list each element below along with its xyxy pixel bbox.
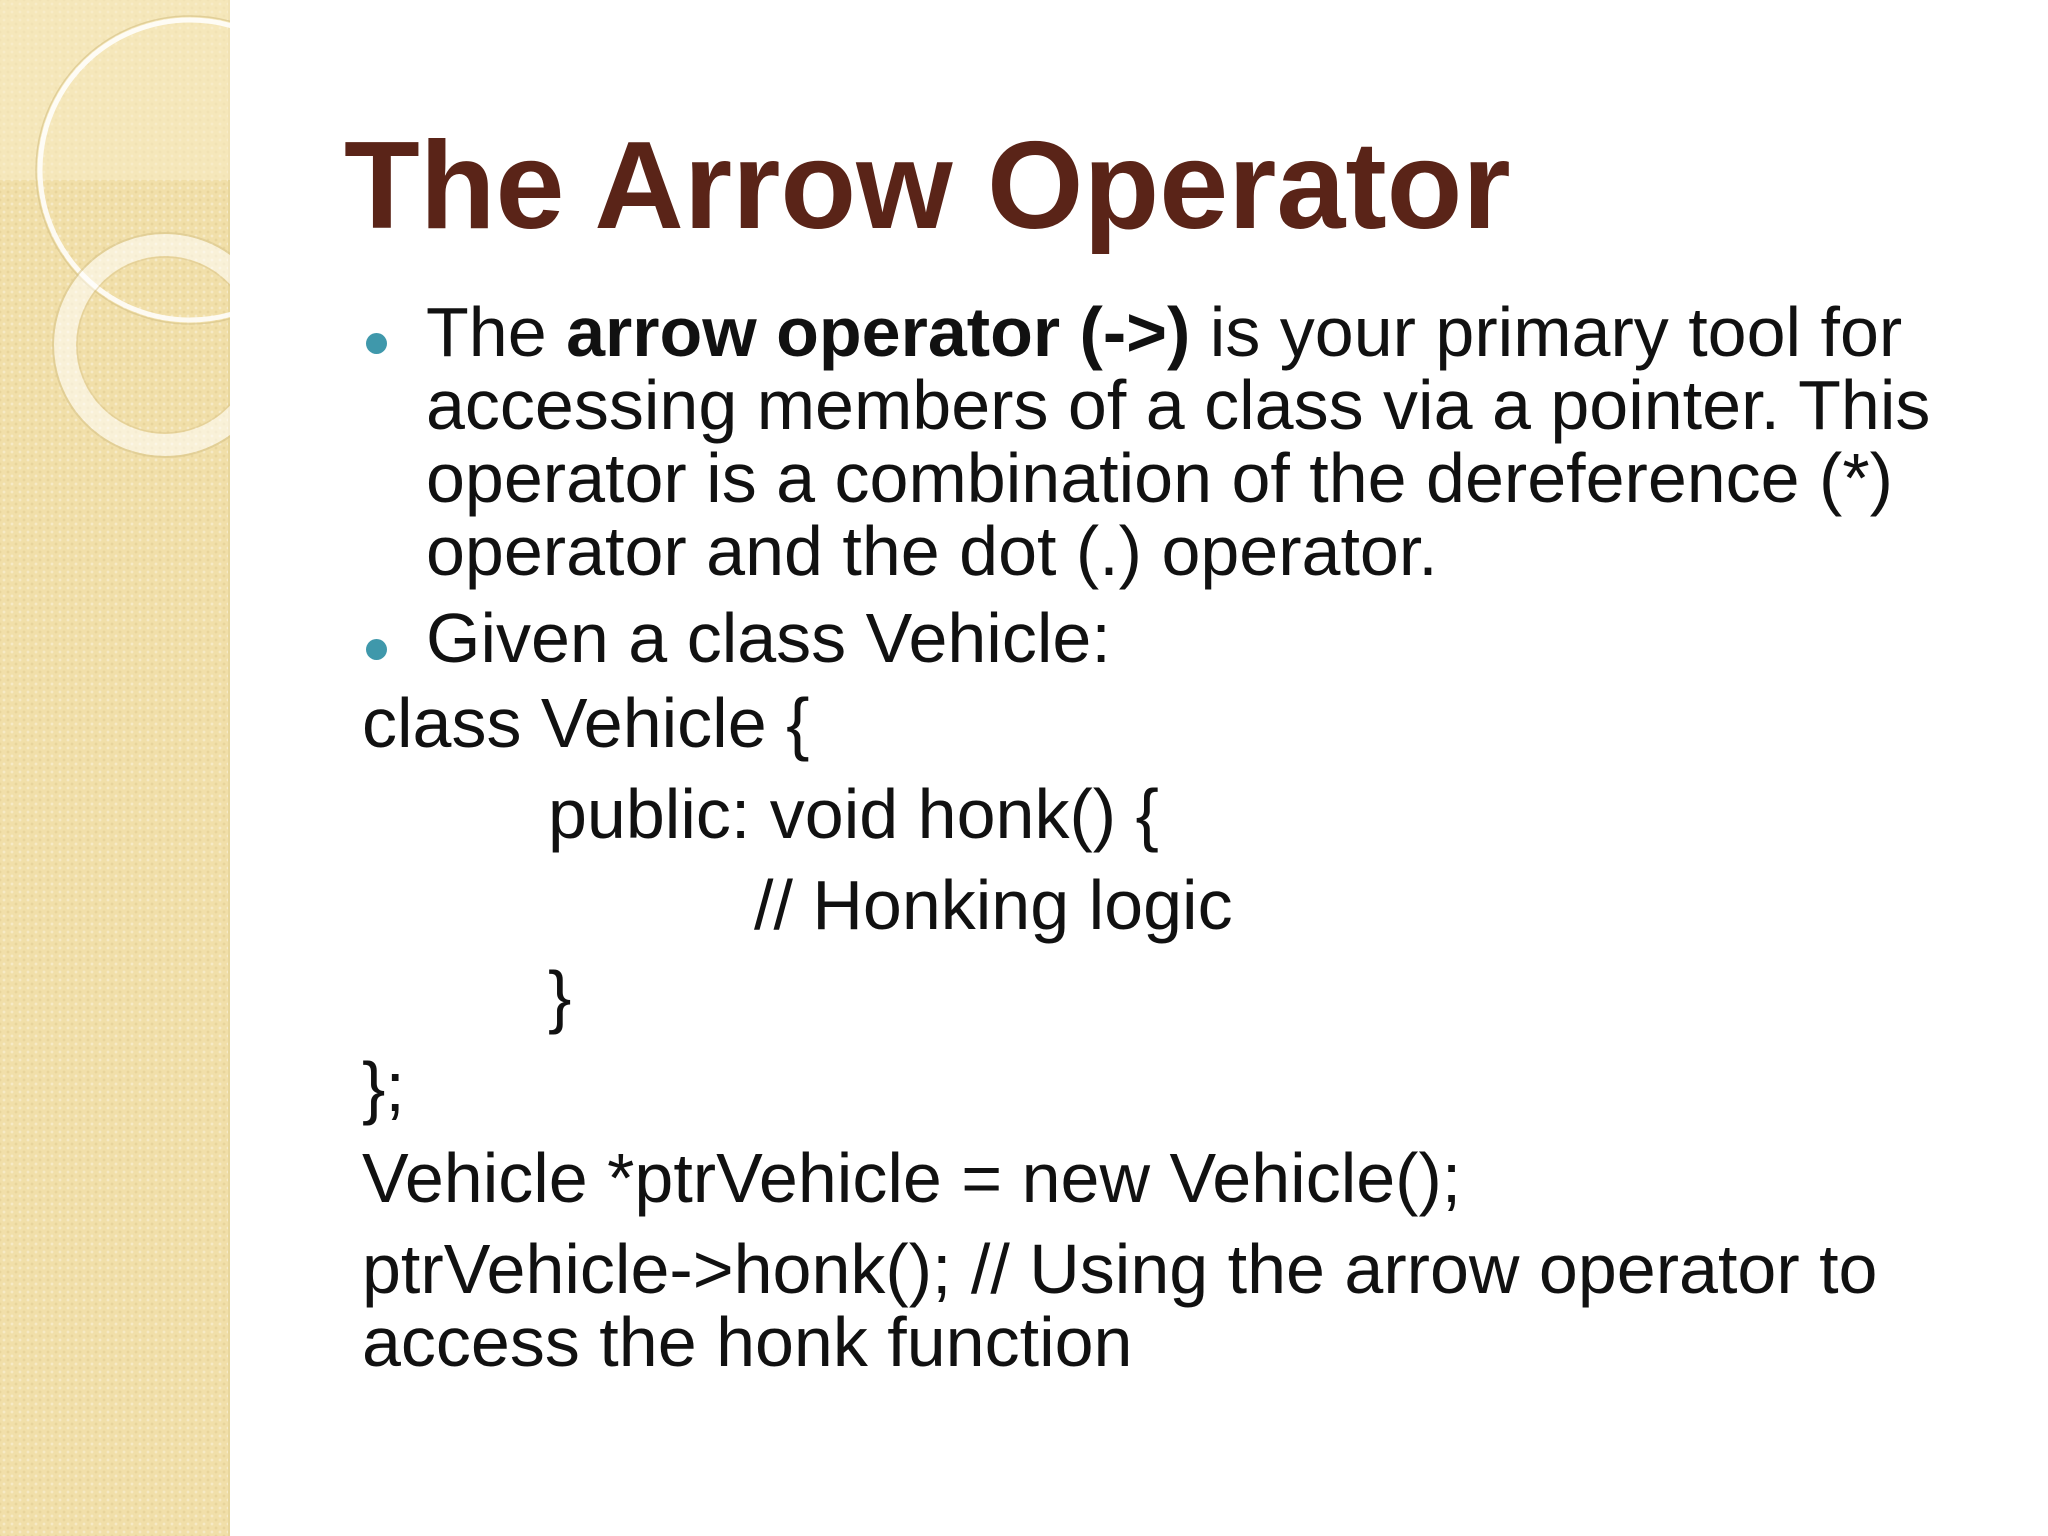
code-line: class Vehicle { <box>362 684 810 762</box>
code-line: Vehicle *ptrVehicle = new Vehicle(); <box>362 1139 1462 1217</box>
bullet-text-post: is your primary tool for accessing members of a class via a pointer. This operator is a combination of the dereference (*) operator and the dot (.) operator. <box>426 293 1931 590</box>
bullet-text-bold: arrow operator (->) <box>566 293 1191 371</box>
bullet-dot-icon <box>366 639 387 660</box>
slide-body <box>362 293 2002 1381</box>
bullet-text-pre: The <box>426 293 567 371</box>
bullet-text: Given a class Vehicle: <box>426 599 1111 677</box>
code-line: } <box>548 957 572 1035</box>
bullet-dot-icon <box>366 333 387 354</box>
code-line: }; <box>362 1048 405 1126</box>
slide-title: The Arrow Operator <box>344 117 1511 255</box>
code-line: public: void honk() { <box>548 775 1159 853</box>
bullet-item <box>362 599 2002 677</box>
code-line: ptrVehicle->honk(); // Using the arrow operator to access the honk function <box>362 1230 1878 1381</box>
decorative-rings <box>0 0 230 520</box>
bullet-item <box>362 293 2002 590</box>
code-line: // Honking logic <box>754 866 1233 944</box>
